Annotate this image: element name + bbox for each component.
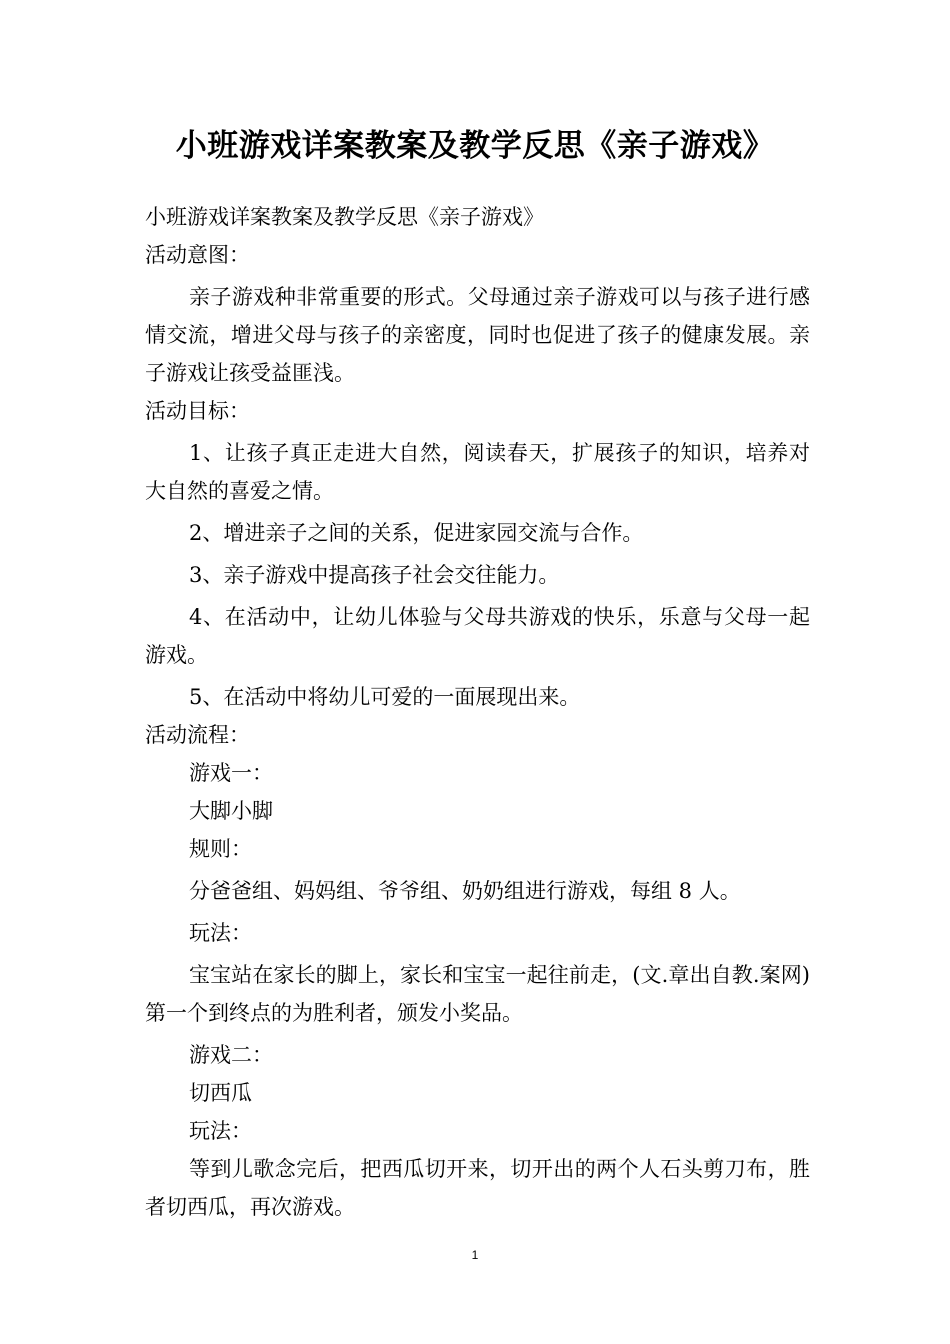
goal-item-2: 2、增进亲子之间的关系，促进家园交流与合作。 [189,521,644,545]
subtitle-line: 小班游戏详案教案及教学反思《亲子游戏》 [145,205,544,229]
goal-item-1: 1、让孩子真正走进大自然，阅读春天，扩展孩子的知识，培养对大自然的喜爱之情。 [145,441,810,503]
game-two-name: 切西瓜 [189,1081,252,1105]
game-one-name: 大脚小脚 [189,799,273,823]
goal-item-5: 5、在活动中将幼儿可爱的一面展现出来。 [189,685,581,709]
paragraph-intent: 亲子游戏种非常重要的形式。父母通过亲子游戏可以与孩子进行感情交流，增进父母与孩子的亲密度，同时也促进了孩子的健康发展。亲子游戏让孩受益匪浅。 [145,285,810,385]
game-two-play-label: 玩法： [189,1119,252,1143]
page-number: 1 [471,1248,479,1262]
document-body [145,198,810,1226]
goal-item-4: 4、在活动中，让幼儿体验与父母共游戏的快乐，乐意与父母一起游戏。 [145,605,810,667]
game-two-heading: 游戏二： [189,1043,273,1067]
game-one-rules: 分爸爸组、妈妈组、爷爷组、奶奶组进行游戏，每组 8 人。 [189,879,741,903]
document-title: 小班游戏详案教案及教学反思《亲子游戏》 [175,128,775,164]
game-two-play: 等到儿歌念完后，把西瓜切开来，切开出的两个人石头剪刀布，胜者切西瓜，再次游戏。 [145,1157,810,1219]
game-one-play-label: 玩法： [189,921,252,945]
game-one-rules-label: 规则： [189,837,252,861]
goal-item-3: 3、亲子游戏中提高孩子社会交往能力。 [189,563,560,587]
section-heading-intent: 活动意图： [145,243,250,267]
section-heading-goals: 活动目标： [145,399,250,423]
section-heading-process: 活动流程： [145,723,250,747]
game-one-heading: 游戏一： [189,761,273,785]
game-one-play: 宝宝站在家长的脚上，家长和宝宝一起往前走，(文.章出自教.案网)第一个到终点的为胜利者，颁发小奖品。 [145,963,810,1025]
